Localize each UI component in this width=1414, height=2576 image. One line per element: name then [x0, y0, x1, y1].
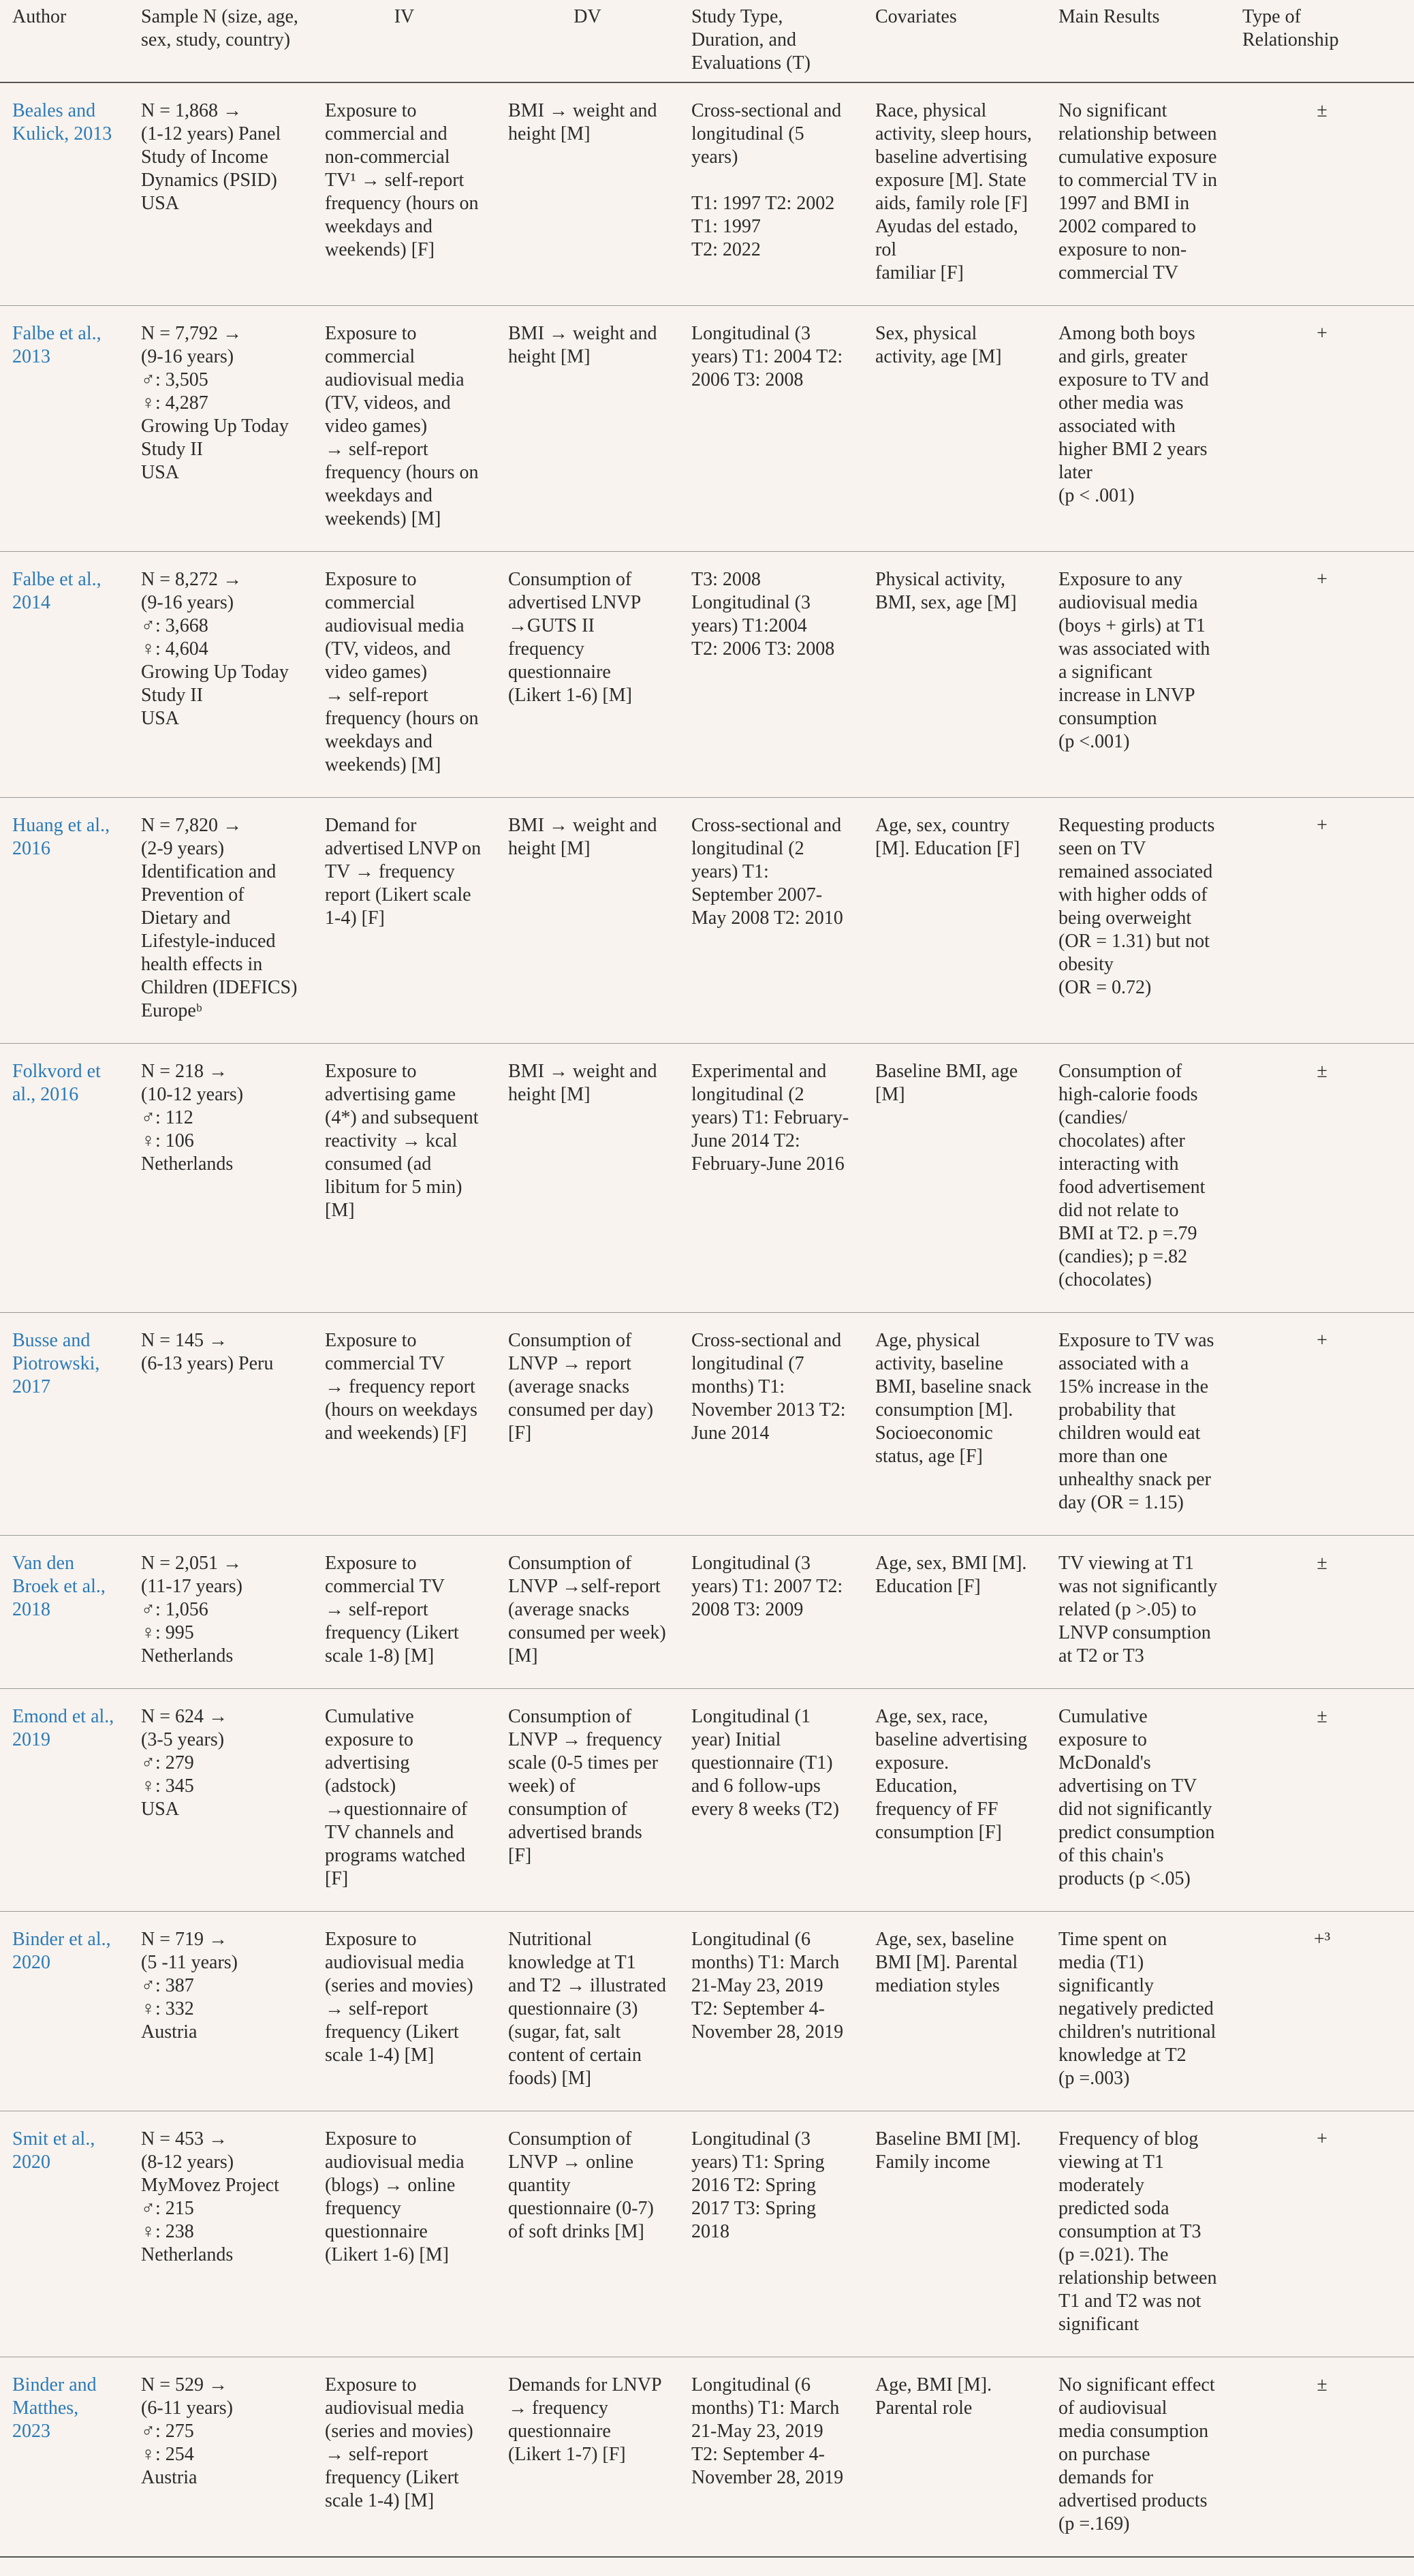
table-row	[0, 306, 1414, 552]
covariates-cell: Age, physical activity, baseline BMI, baseline snack consumption [M]. Socioeconomic status, age [F]	[863, 1313, 1046, 1536]
sample-cell: N = 719 → (5 -11 years) ♂: 387 ♀: 332 Austria	[129, 1912, 313, 2111]
dv-cell: Demands for LNVP → frequency questionnaire (Likert 1-7) [F]	[496, 2357, 679, 2558]
author-cell[interactable]: Folkvord et al., 2016	[0, 1044, 129, 1313]
dv-cell: Nutritional knowledge at T1 and T2 → illustrated questionnaire (3) (sugar, fat, salt content of certain foods) [M]	[496, 1912, 679, 2111]
table-row	[0, 552, 1414, 798]
author-cell[interactable]: Huang et al., 2016	[0, 798, 129, 1044]
relationship-cell: +	[1230, 1313, 1414, 1536]
sample-cell: N = 624 → (3-5 years) ♂: 279 ♀: 345 USA	[129, 1689, 313, 1912]
iv-cell: Exposure to commercial TV → self-report frequency (Likert scale 1-8) [M]	[313, 1536, 496, 1689]
author-cell[interactable]: Falbe et al., 2014	[0, 552, 129, 798]
col-header-results: Main Results	[1046, 0, 1230, 82]
relationship-cell: +	[1230, 306, 1414, 552]
dv-cell: Consumption of advertised LNVP →GUTS II frequency questionnaire (Likert 1-6) [M]	[496, 552, 679, 798]
relationship-cell: +	[1230, 2111, 1414, 2357]
table-row	[0, 1044, 1414, 1313]
dv-cell: Consumption of LNVP → online quantity questionnaire (0-7) of soft drinks [M]	[496, 2111, 679, 2357]
results-cell: Consumption of high-calorie foods (candies/ chocolates) after interacting with food advertisement did not relate to BMI at T2. p =.79 (candies); p =.82 (chocolates)	[1046, 1044, 1230, 1313]
sample-cell: N = 8,272 → (9-16 years) ♂: 3,668 ♀: 4,604 Growing Up Today Study II USA	[129, 552, 313, 798]
covariates-cell: Age, BMI [M]. Parental role	[863, 2357, 1046, 2558]
covariates-cell: Age, sex, country [M]. Education [F]	[863, 798, 1046, 1044]
table-row	[0, 1912, 1414, 2111]
study-type-cell: Cross-sectional and longitudinal (5 years) T1: 1997 T2: 2002 T1: 1997 T2: 2022	[679, 82, 863, 306]
iv-cell: Exposure to commercial audiovisual media (TV, videos, and video games) → self-report frequency (hours on weekdays and weekends) [M]	[313, 552, 496, 798]
results-cell: Cumulative exposure to McDonald's advertising on TV did not significantly predict consumption of this chain's products (p <.05)	[1046, 1689, 1230, 1912]
col-header-covariates: Covariates	[863, 0, 1046, 82]
dv-cell: Consumption of LNVP →self-report (average snacks consumed per week) [M]	[496, 1536, 679, 1689]
study-type-cell: Longitudinal (6 months) T1: March 21-May 23, 2019 T2: September 4-November 28, 2019	[679, 2357, 863, 2558]
results-cell: Among both boys and girls, greater exposure to TV and other media was associated with higher BMI 2 years later (p < .001)	[1046, 306, 1230, 552]
table-body	[0, 82, 1414, 2557]
col-header-relationship: Type of Relationship	[1230, 0, 1414, 82]
results-cell: No significant relationship between cumulative exposure to commercial TV in 1997 and BMI in 2002 compared to exposure to non-commercial TV	[1046, 82, 1230, 306]
col-header-study-type: Study Type, Duration, and Evaluations (T)	[679, 0, 863, 82]
table-row	[0, 1313, 1414, 1536]
sample-cell: N = 7,792 → (9-16 years) ♂: 3,505 ♀: 4,287 Growing Up Today Study II USA	[129, 306, 313, 552]
iv-cell: Exposure to commercial audiovisual media (TV, videos, and video games) → self-report frequency (hours on weekdays and weekends) [M]	[313, 306, 496, 552]
dv-cell: BMI → weight and height [M]	[496, 798, 679, 1044]
results-cell: Exposure to TV was associated with a 15% increase in the probability that children would eat more than one unhealthy snack per day (OR = 1.15)	[1046, 1313, 1230, 1536]
study-type-cell: Cross-sectional and longitudinal (2 years) T1: September 2007-May 2008 T2: 2010	[679, 798, 863, 1044]
dv-cell: Consumption of LNVP → frequency scale (0-5 times per week) of consumption of advertised brands [F]	[496, 1689, 679, 1912]
col-header-author: Author	[0, 0, 129, 82]
covariates-cell: Physical activity, BMI, sex, age [M]	[863, 552, 1046, 798]
sample-cell: N = 453 → (8-12 years) MyMovez Project ♂: 215 ♀: 238 Netherlands	[129, 2111, 313, 2357]
covariates-cell: Race, physical activity, sleep hours, baseline advertising exposure [M]. State aids, family role [F] Ayudas del estado, rol familiar [F]	[863, 82, 1046, 306]
sample-cell: N = 2,051 → (11-17 years) ♂: 1,056 ♀: 995 Netherlands	[129, 1536, 313, 1689]
table-row	[0, 1536, 1414, 1689]
col-header-iv: IV	[313, 0, 496, 82]
iv-cell: Exposure to audiovisual media (series and movies) → self-report frequency (Likert scale 1-4) [M]	[313, 2357, 496, 2558]
study-type-cell: Longitudinal (3 years) T1: 2004 T2: 2006 T3: 2008	[679, 306, 863, 552]
iv-cell: Exposure to commercial TV → frequency report (hours on weekdays and weekends) [F]	[313, 1313, 496, 1536]
results-cell: No significant effect of audiovisual media consumption on purchase demands for advertised products (p =.169)	[1046, 2357, 1230, 2558]
study-type-cell: Experimental and longitudinal (2 years) T1: February- June 2014 T2: February-June 2016	[679, 1044, 863, 1313]
iv-cell: Demand for advertised LNVP on TV → frequency report (Likert scale 1-4) [F]	[313, 798, 496, 1044]
results-cell: Time spent on media (T1) significantly negatively predicted children's nutritional knowledge at T2 (p =.003)	[1046, 1912, 1230, 2111]
study-type-cell: Cross-sectional and longitudinal (7 months) T1: November 2013 T2: June 2014	[679, 1313, 863, 1536]
relationship-cell: +	[1230, 552, 1414, 798]
author-cell[interactable]: Smit et al., 2020	[0, 2111, 129, 2357]
iv-cell: Exposure to audiovisual media (blogs) → online frequency questionnaire (Likert 1-6) [M]	[313, 2111, 496, 2357]
sample-cell: N = 145 → (6-13 years) Peru	[129, 1313, 313, 1536]
author-cell[interactable]: Busse and Piotrowski, 2017	[0, 1313, 129, 1536]
dv-cell: BMI → weight and height [M]	[496, 306, 679, 552]
table-header-row	[0, 0, 1414, 82]
relationship-cell: +³	[1230, 1912, 1414, 2111]
dv-cell: BMI → weight and height [M]	[496, 1044, 679, 1313]
study-type-cell: Longitudinal (6 months) T1: March 21-May 23, 2019 T2: September 4-November 28, 2019	[679, 1912, 863, 2111]
table-row	[0, 1689, 1414, 1912]
covariates-cell: Age, sex, race, baseline advertising exposure. Education, frequency of FF consumption [F]	[863, 1689, 1046, 1912]
table-row	[0, 798, 1414, 1044]
author-cell[interactable]: Van den Broek et al., 2018	[0, 1536, 129, 1689]
relationship-cell: ±	[1230, 1536, 1414, 1689]
relationship-cell: ±	[1230, 82, 1414, 306]
dv-cell: Consumption of LNVP → report (average snacks consumed per day) [F]	[496, 1313, 679, 1536]
iv-cell: Exposure to advertising game (4*) and subsequent reactivity → kcal consumed (ad libitum for 5 min) [M]	[313, 1044, 496, 1313]
covariates-cell: Sex, physical activity, age [M]	[863, 306, 1046, 552]
results-cell: Exposure to any audiovisual media (boys + girls) at T1 was associated with a significant increase in LNVP consumption (p <.001)	[1046, 552, 1230, 798]
author-cell[interactable]: Binder et al., 2020	[0, 1912, 129, 2111]
study-type-cell: Longitudinal (3 years) T1: Spring 2016 T2: Spring 2017 T3: Spring 2018	[679, 2111, 863, 2357]
author-cell[interactable]: Emond et al., 2019	[0, 1689, 129, 1912]
relationship-cell: +	[1230, 798, 1414, 1044]
table-row	[0, 82, 1414, 306]
study-type-cell: T3: 2008 Longitudinal (3 years) T1:2004 T2: 2006 T3: 2008	[679, 552, 863, 798]
col-header-dv: DV	[496, 0, 679, 82]
sample-cell: N = 7,820 → (2-9 years) Identification and Prevention of Dietary and Lifestyle-induced health effects in Children (IDEFICS) Europeᵇ	[129, 798, 313, 1044]
sample-cell: N = 529 → (6-11 years) ♂: 275 ♀: 254 Austria	[129, 2357, 313, 2558]
relationship-cell: ±	[1230, 1044, 1414, 1313]
sample-cell: N = 218 → (10-12 years) ♂: 112 ♀: 106 Netherlands	[129, 1044, 313, 1313]
results-cell: Frequency of blog viewing at T1 moderately predicted soda consumption at T3 (p =.021). The relationship between T1 and T2 was not significant	[1046, 2111, 1230, 2357]
table-row	[0, 2357, 1414, 2558]
author-cell[interactable]: Beales and Kulick, 2013	[0, 82, 129, 306]
table-row	[0, 2111, 1414, 2357]
author-cell[interactable]: Falbe et al., 2013	[0, 306, 129, 552]
study-type-cell: Longitudinal (1 year) Initial questionnaire (T1) and 6 follow-ups every 8 weeks (T2)	[679, 1689, 863, 1912]
relationship-cell: ±	[1230, 1689, 1414, 1912]
covariates-cell: Age, sex, BMI [M]. Education [F]	[863, 1536, 1046, 1689]
relationship-cell: ±	[1230, 2357, 1414, 2558]
iv-cell: Exposure to audiovisual media (series and movies) → self-report frequency (Likert scale 1-4) [M]	[313, 1912, 496, 2111]
study-type-cell: Longitudinal (3 years) T1: 2007 T2: 2008 T3: 2009	[679, 1536, 863, 1689]
results-cell: TV viewing at T1 was not significantly related (p >.05) to LNVP consumption at T2 or T3	[1046, 1536, 1230, 1689]
covariates-cell: Baseline BMI [M]. Family income	[863, 2111, 1046, 2357]
iv-cell: Cumulative exposure to advertising (adstock) →questionnaire of TV channels and programs watched [F]	[313, 1689, 496, 1912]
results-cell: Requesting products seen on TV remained associated with higher odds of being overweight (OR = 1.31) but not obesity (OR = 0.72)	[1046, 798, 1230, 1044]
covariates-cell: Age, sex, baseline BMI [M]. Parental mediation styles	[863, 1912, 1046, 2111]
dv-cell: BMI → weight and height [M]	[496, 82, 679, 306]
sample-cell: N = 1,868 → (1-12 years) Panel Study of Income Dynamics (PSID) USA	[129, 82, 313, 306]
col-header-sample: Sample N (size, age, sex, study, country)	[129, 0, 313, 82]
author-cell[interactable]: Binder and Matthes, 2023	[0, 2357, 129, 2558]
covariates-cell: Baseline BMI, age [M]	[863, 1044, 1046, 1313]
iv-cell: Exposure to commercial and non-commercial TV¹ → self-report frequency (hours on weekdays and weekends) [F]	[313, 82, 496, 306]
